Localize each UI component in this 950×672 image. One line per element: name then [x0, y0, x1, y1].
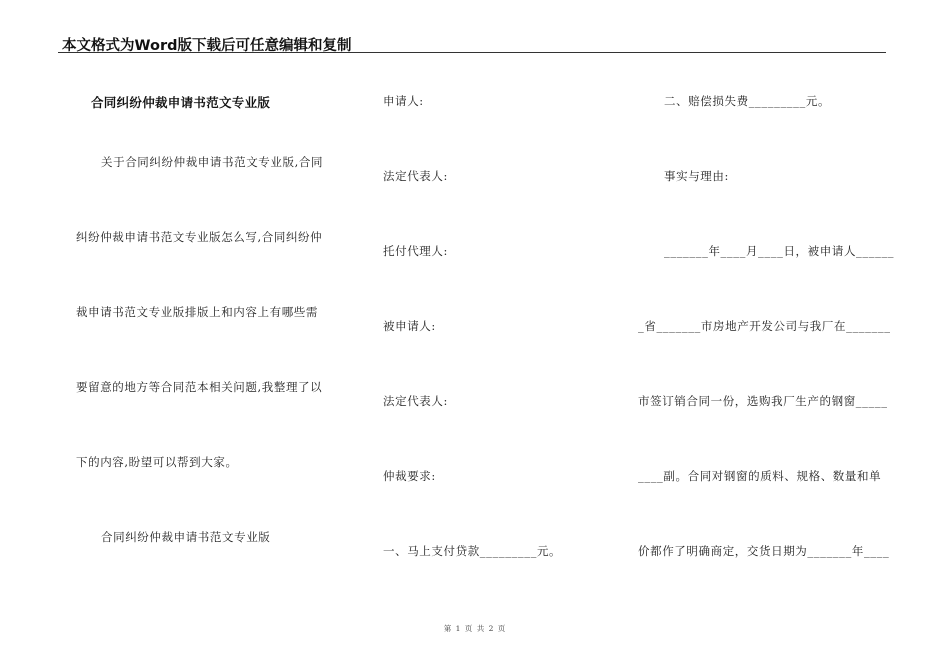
facts-line-4: ____副。合同对钢窗的质料、规格、数量和单 [638, 469, 882, 483]
intro-line-3: 裁申请书范文专业版排版上和内容上有哪些需 [76, 305, 318, 319]
applicant-label: 申请人: [383, 94, 424, 108]
intro-line-4: 要留意的地方等合同范本相关问题,我整理了以 [76, 380, 323, 394]
legal-rep-label-1: 法定代表人: [383, 169, 448, 183]
document-title: 合同纠纷仲裁申请书范文专业版 [91, 95, 271, 110]
request-item-1: 一、马上支付贷款_________元。 [383, 544, 562, 558]
facts-line-1: _______年____月____日，被申请人______ [664, 244, 895, 258]
intro-line-5: 下的内容,盼望可以帮到大家。 [76, 455, 238, 469]
agent-label: 托付代理人: [383, 244, 448, 258]
facts-line-5: 价都作了明确商定，交货日期为_______年____ [638, 544, 890, 558]
legal-rep-label-2: 法定代表人: [383, 394, 448, 408]
header-divider [58, 52, 886, 53]
respondent-label: 被申请人: [383, 319, 436, 333]
page-number: 第 1 页 共 2 页 [443, 624, 507, 633]
intro-line-2: 纠纷仲裁申请书范文专业版怎么写,合同纠纷仲 [76, 230, 323, 244]
request-item-2: 二、赔偿损失费_________元。 [664, 94, 831, 108]
header-title: 本文格式为Word版下载后可任意编辑和复制 [62, 38, 352, 54]
intro-line-1: 关于合同纠纷仲裁申请书范文专业版,合同 [101, 155, 324, 169]
facts-line-3: 市签订销合同一份，选购我厂生产的钢窗_____ [638, 394, 888, 408]
section-subtitle: 合同纠纷仲裁申请书范文专业版 [101, 530, 271, 544]
arbitration-request-label: 仲裁要求: [383, 469, 436, 483]
facts-line-2: _省_______市房地产开发公司与我厂在_______ [638, 319, 891, 333]
facts-reasons-label: 事实与理由: [664, 169, 729, 183]
